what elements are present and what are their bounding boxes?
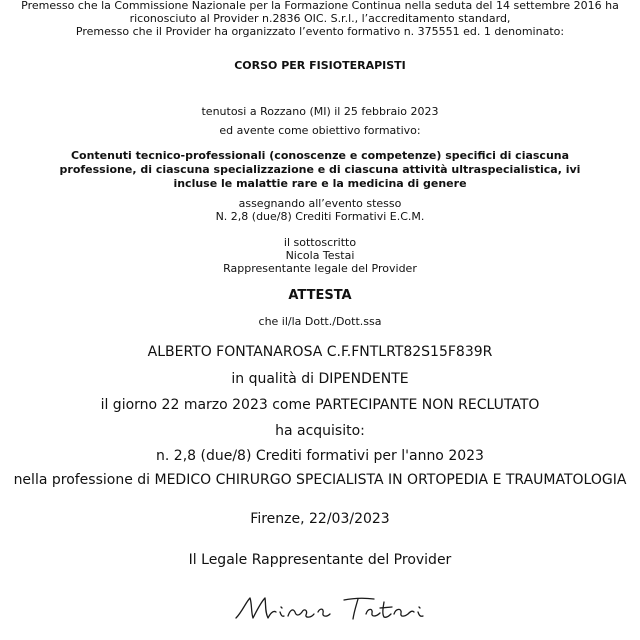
- profession-line: nella professione di MEDICO CHIRURGO SPECIALISTA IN ORTOPEDIA E TRAUMATOLOGIA: [13, 472, 627, 488]
- objective-intro: ed avente come obiettivo formativo:: [219, 124, 421, 137]
- signatory-role: Rappresentante legale del Provider: [223, 262, 417, 275]
- participation-date-line: il giorno 22 marzo 2023 come PARTECIPANTE NON RECLUTATO: [100, 397, 540, 413]
- credits-line: n. 2,8 (due/8) Crediti formativi per l'anno 2023: [156, 448, 484, 464]
- assign-line-2: N. 2,8 (due/8) Crediti Formativi E.C.M.: [215, 210, 425, 223]
- acquired-line: ha acquisito:: [275, 423, 365, 439]
- event-place-date: tenutosi a Rozzano (MI) il 25 febbraio 2023: [201, 105, 439, 118]
- objective-line-3: incluse le malattie rare e la medicina di genere: [173, 177, 467, 190]
- legal-representative-caption: Il Legale Rappresentante del Provider: [188, 552, 452, 568]
- recipient-intro: che il/la Dott./Dott.ssa: [258, 315, 382, 328]
- attesta-heading: ATTESTA: [288, 288, 352, 303]
- signatory-name: Nicola Testai: [285, 249, 355, 262]
- objective-line-1: Contenuti tecnico-professionali (conoscenze e competenze) specifici di ciascuna: [70, 149, 570, 162]
- preamble-line-1: Premesso che la Commissione Nazionale per la Formazione Continua nella seduta del 14 settembre 2016 ha: [21, 0, 619, 12]
- course-title: CORSO PER FISIOTERAPISTI: [234, 59, 406, 72]
- place-date: Firenze, 22/03/2023: [250, 511, 390, 527]
- preamble-line-3: Premesso che il Provider ha organizzato l’evento formativo n. 375551 ed. 1 denominato:: [75, 25, 565, 38]
- handwritten-signature: [232, 588, 432, 628]
- signatory-line-1: il sottoscritto: [283, 236, 357, 249]
- objective-line-2: professione, di ciascuna specializzazione e di ciascuna attività ultraspecialistica, ivi: [59, 163, 581, 176]
- role-line: in qualità di DIPENDENTE: [231, 371, 409, 387]
- preamble-line-2: riconosciuto al Provider n.2836 OIC. S.r.l., l’accreditamento standard,: [129, 12, 511, 25]
- assign-line-1: assegnando all’evento stesso: [238, 197, 402, 210]
- recipient-name: ALBERTO FONTANAROSA C.F.FNTLRT82S15F839R: [147, 344, 493, 360]
